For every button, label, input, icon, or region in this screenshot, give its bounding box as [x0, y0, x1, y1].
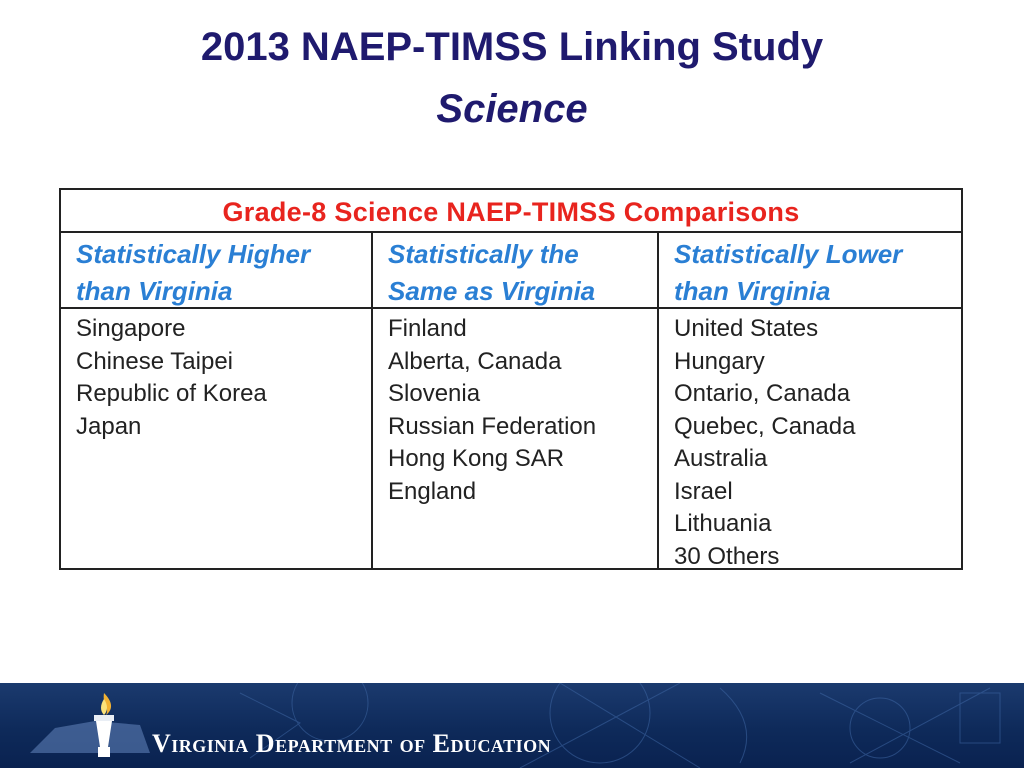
list-item: 30 Others	[674, 542, 780, 570]
column-header-line: Statistically Higher	[76, 239, 311, 269]
table-caption: Grade-8 Science NAEP-TIMSS Comparisons	[61, 190, 961, 233]
country-list	[373, 309, 657, 508]
column-header-line: Statistically the	[388, 239, 579, 269]
list-item: Singapore	[76, 315, 186, 342]
column-lower	[659, 233, 961, 568]
column-same	[373, 233, 659, 568]
column-header-line: than Virginia	[674, 276, 831, 306]
list-item: Hong Kong SAR	[388, 445, 565, 472]
country-list	[61, 309, 371, 443]
column-header-line: than Virginia	[76, 276, 233, 306]
footer-banner	[0, 683, 1024, 768]
organization-name: Virginia Department of Education	[152, 729, 552, 758]
list-item: Japan	[76, 412, 142, 440]
list-item: United States	[674, 315, 819, 342]
list-item: Lithuania	[674, 510, 772, 537]
list-item: Chinese Taipei	[76, 347, 233, 375]
column-header	[373, 233, 657, 309]
comparison-table	[59, 188, 963, 570]
list-item: Australia	[674, 445, 768, 472]
list-item: Slovenia	[388, 380, 481, 407]
country-list	[659, 309, 961, 573]
list-item: Quebec, Canada	[674, 412, 856, 440]
torch-icon	[84, 691, 124, 763]
column-header-line: Same as Virginia	[388, 276, 596, 306]
list-item: Russian Federation	[388, 412, 597, 440]
column-higher	[61, 233, 373, 568]
list-item: Republic of Korea	[76, 380, 267, 407]
list-item: Israel	[674, 477, 733, 505]
column-header	[659, 233, 961, 309]
list-item: Alberta, Canada	[388, 347, 562, 375]
list-item: England	[388, 477, 477, 505]
slide-title: 2013 NAEP-TIMSS Linking Study	[200, 25, 824, 69]
list-item: Ontario, Canada	[674, 380, 851, 407]
slide-subtitle: Science	[436, 87, 588, 131]
list-item: Hungary	[674, 347, 765, 375]
column-header-line: Statistically Lower	[674, 239, 903, 269]
column-header	[61, 233, 371, 309]
list-item: Finland	[388, 315, 467, 342]
